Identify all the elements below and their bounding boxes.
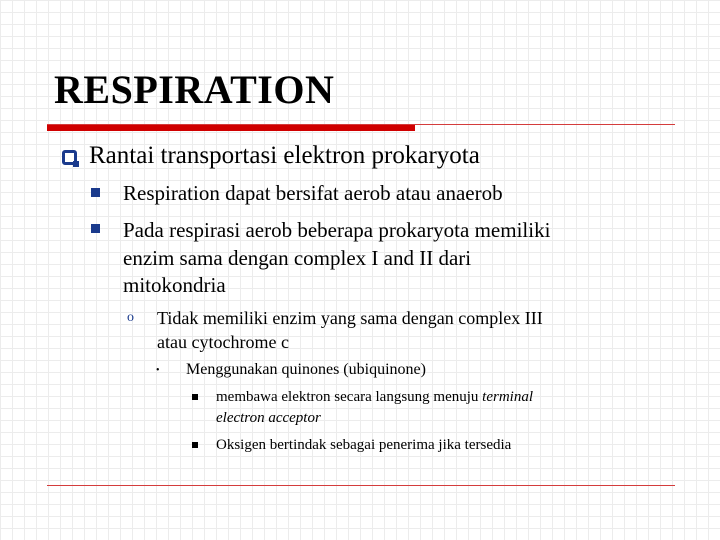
slide-title: RESPIRATION <box>54 67 335 112</box>
bullet-level5-item-line <box>216 388 533 406</box>
bullet-level2-item-line: enzim sama dengan complex I and II dari <box>123 246 472 270</box>
bullet-level2-item-line: mitokondria <box>123 273 226 297</box>
circle-bullet-icon: o <box>127 310 134 325</box>
bullet-level2-item: Respiration dapat bersifat aerob atau anaerob <box>123 181 503 205</box>
square-bullet-icon <box>192 394 198 400</box>
square-bullet-icon <box>91 188 100 197</box>
bullet-level3-line: Tidak memiliki enzim yang sama dengan complex III <box>157 308 543 328</box>
title-divider-thick <box>47 125 415 131</box>
bullet-level5-item: Oksigen bertindak sebagai penerima jika tersedia <box>216 437 512 453</box>
bullet-level3-line: atau cytochrome c <box>157 332 289 352</box>
dot-bullet-icon: • <box>156 365 160 376</box>
square-bullet-icon <box>192 442 198 448</box>
bullet-level1: Rantai transportasi elektron prokaryota <box>89 142 480 169</box>
square-bullet-icon <box>91 224 100 233</box>
bullet-level5-text: membawa elektron secara langsung menuju <box>216 389 483 405</box>
q-box-icon <box>62 150 77 165</box>
bullet-level4-item: Menggunakan quinones (ubiquinone) <box>186 361 426 378</box>
bullet-level5-item-line: electron acceptor <box>216 410 321 426</box>
bullet-level2-item-line: Pada respirasi aerob beberapa prokaryota memiliki <box>123 218 551 242</box>
bullet-level5-italic: terminal <box>482 389 533 405</box>
footer-divider <box>47 485 675 486</box>
